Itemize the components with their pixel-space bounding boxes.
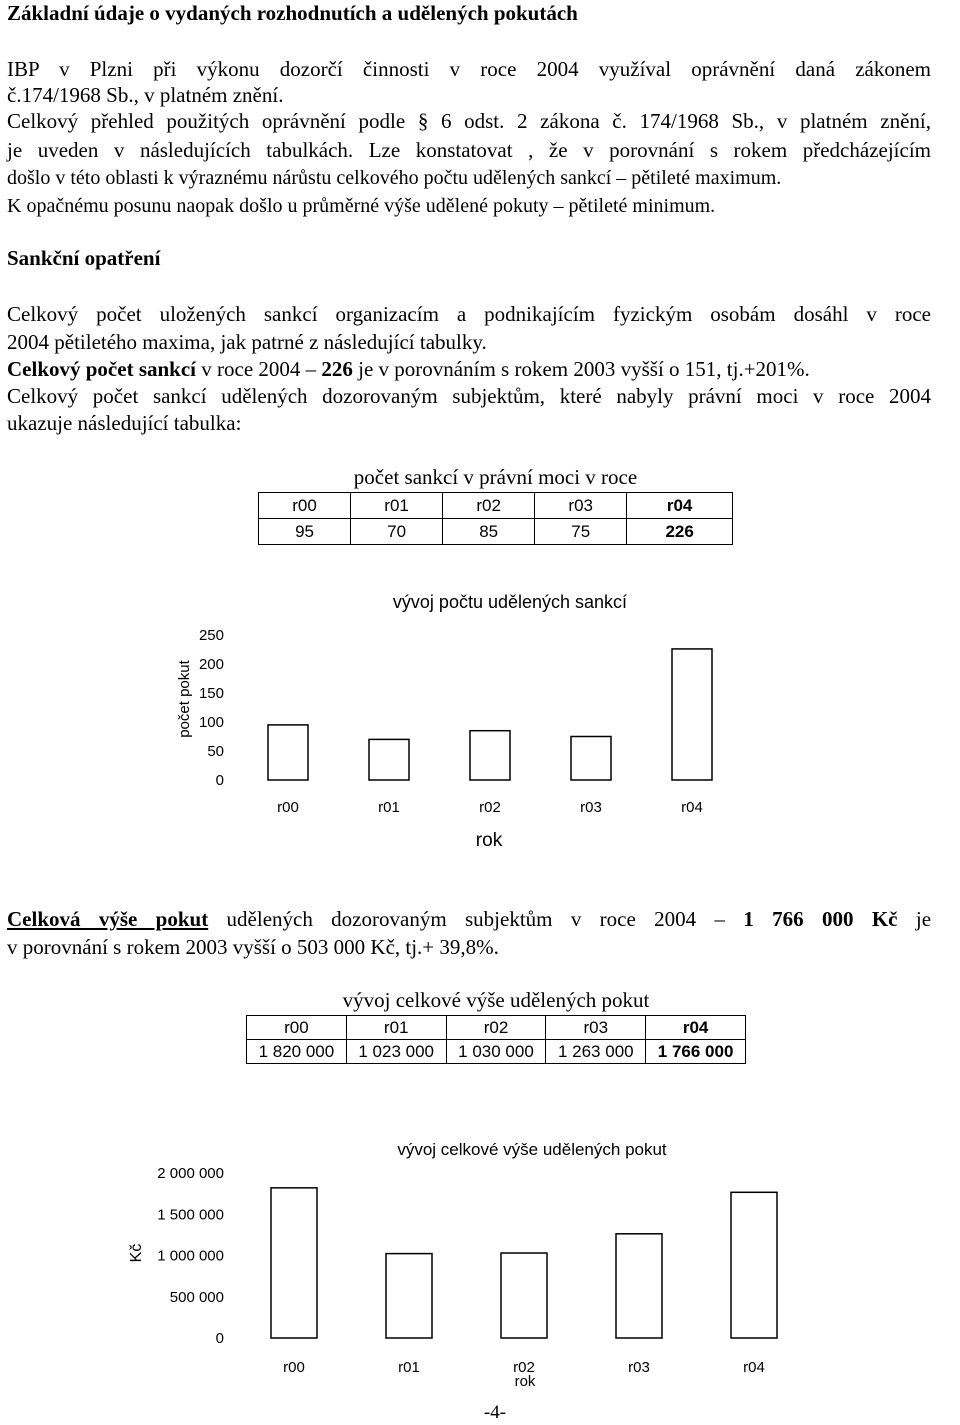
x-tick-label: r02 — [479, 799, 501, 816]
table2-value: 1 030 000 — [446, 1040, 546, 1064]
x-tick-label: r00 — [283, 1359, 305, 1376]
intro-line-3: Celkový přehled použitých oprávnění podle § 6 odst. 2 zákona č. 174/1968 Sb., v platném znění, — [7, 109, 931, 133]
bar — [369, 739, 409, 780]
y-tick-label: 0 — [215, 772, 224, 789]
y-tick-label: 1 000 000 — [157, 1247, 224, 1265]
sankce-p1-line-1: Celkový počet uložených sankcí organizacím a podnikajícím fyzickým osobám dosáhl v roce — [7, 302, 931, 326]
sankce-p1-line-2: 2004 pětiletého maxima, jak patrné z následující tabulky. — [7, 330, 487, 354]
table1-value-row — [259, 519, 733, 545]
y-tick-label: 150 — [198, 685, 224, 702]
x-tick-label: r04 — [743, 1359, 765, 1376]
y-tick-label: 0 — [215, 1330, 224, 1347]
pokuty-line-2: v porovnání s rokem 2003 vyšší o 503 000 Kč, tj.+ 39,8%. — [7, 935, 499, 959]
intro-line-5: došlo v této oblasti k výraznému nárůstu celkového počtu udělených sankcí – pětileté maximum. — [7, 167, 782, 189]
table1-value: 85 — [443, 519, 535, 545]
table1-value: 226 — [627, 519, 733, 545]
pokuty-end: je — [897, 907, 932, 931]
y-axis-label: počet pokut — [176, 660, 193, 738]
table2-value: 1 263 000 — [546, 1040, 646, 1064]
table2-header: r02 — [446, 1016, 546, 1040]
table2-header-row — [247, 1016, 746, 1040]
pokuty-line-1 — [7, 906, 931, 932]
y-axis-label: Kč — [128, 1243, 145, 1263]
y-tick-label: 500 000 — [169, 1288, 224, 1306]
table1-value: 95 — [259, 519, 351, 545]
y-tick-label: 250 — [198, 627, 224, 644]
table2 — [246, 1015, 746, 1064]
table1-header: r01 — [351, 493, 443, 519]
y-tick-label: 100 — [198, 714, 224, 731]
sankce-p3-line-1: Celkový počet sankcí udělených dozorovaným subjektům, které nabyly právní moci v roce 2004 — [7, 384, 931, 408]
bar — [386, 1254, 432, 1338]
bar — [731, 1192, 777, 1338]
y-tick-label: 1 500 000 — [157, 1206, 224, 1224]
table1 — [258, 492, 733, 545]
table1-value: 75 — [535, 519, 627, 545]
bar — [672, 649, 712, 780]
table1-title: počet sankcí v právní moci v roce — [353, 465, 638, 489]
table1-value: 70 — [351, 519, 443, 545]
bar — [470, 731, 510, 780]
x-tick-label: r03 — [628, 1359, 650, 1376]
bar — [616, 1234, 662, 1338]
page-number: -4- — [483, 1402, 507, 1423]
table1-header: r03 — [535, 493, 627, 519]
table1-header: r00 — [259, 493, 351, 519]
table2-value: 1 023 000 — [346, 1040, 446, 1064]
x-axis-label: rok — [475, 830, 503, 851]
table1-header: r02 — [443, 493, 535, 519]
bar — [268, 725, 308, 780]
bar — [271, 1188, 317, 1338]
bar — [571, 737, 611, 781]
intro-line-6: K opačnému posunu naopak došlo u průměrné výše udělené pokuty – pětileté minimum. — [7, 195, 716, 217]
sankce-p2-rest: je v porovnáním s rokem 2003 vyšší o 151, tj.+201%. — [352, 357, 810, 381]
pokuty-amount: 1 766 000 Kč — [743, 907, 898, 931]
section-title: Sankční opatření — [7, 246, 161, 270]
chart-title: vývoj celkové výše udělených pokut — [397, 1140, 667, 1159]
x-tick-label: r02 — [513, 1359, 535, 1376]
y-tick-label: 200 — [198, 656, 224, 673]
table2-header: r01 — [346, 1016, 446, 1040]
bar — [501, 1253, 547, 1338]
x-tick-label: r01 — [398, 1359, 420, 1376]
sankce-p3-line-2: ukazuje následující tabulka: — [7, 411, 242, 435]
table2-value: 1 820 000 — [247, 1040, 347, 1064]
x-tick-label: r01 — [378, 799, 400, 816]
pokuty-mid: udělených dozorovaným subjektům v roce 2004 – — [208, 907, 744, 931]
table2-value: 1 766 000 — [646, 1040, 746, 1064]
pokuty-bold: Celková výše pokut — [7, 907, 209, 931]
intro-line-4: je uveden v následujících tabulkách. Lze konstatovat , že v porovnání s rokem předcházejícím — [7, 138, 931, 162]
table2-header: r04 — [646, 1016, 746, 1040]
page-heading: Základní údaje o vydaných rozhodnutích a udělených pokutách — [7, 1, 578, 25]
chart-title: vývoj počtu udělených sankcí — [392, 592, 628, 612]
table1-header: r04 — [627, 493, 733, 519]
table2-header: r00 — [247, 1016, 347, 1040]
y-tick-label: 50 — [207, 743, 224, 760]
y-tick-label: 2 000 000 — [157, 1165, 224, 1182]
x-axis-label: rok — [514, 1373, 536, 1390]
sankce-count-chart — [0, 585, 960, 855]
intro-line-1: IBP v Plzni při výkonu dozorčí činnosti v roce 2004 využíval oprávnění daná zákonem — [7, 57, 931, 81]
x-tick-label: r03 — [580, 799, 602, 816]
sankce-p2 — [7, 356, 810, 382]
table1-header-row — [259, 493, 733, 519]
table2-header: r03 — [546, 1016, 646, 1040]
table2-value-row — [247, 1040, 746, 1064]
sankce-p2-num: 226 — [321, 357, 353, 381]
pokuty-amount-chart — [0, 1130, 960, 1395]
x-tick-label: r04 — [681, 799, 703, 816]
sankce-p2-bold: Celkový počet sankcí — [7, 357, 196, 381]
table2-title: vývoj celkové výše udělených pokut — [342, 988, 650, 1012]
x-tick-label: r00 — [277, 799, 299, 816]
sankce-p2-mid: v roce 2004 – — [196, 357, 322, 381]
intro-line-2: č.174/1968 Sb., v platném znění. — [7, 83, 284, 107]
